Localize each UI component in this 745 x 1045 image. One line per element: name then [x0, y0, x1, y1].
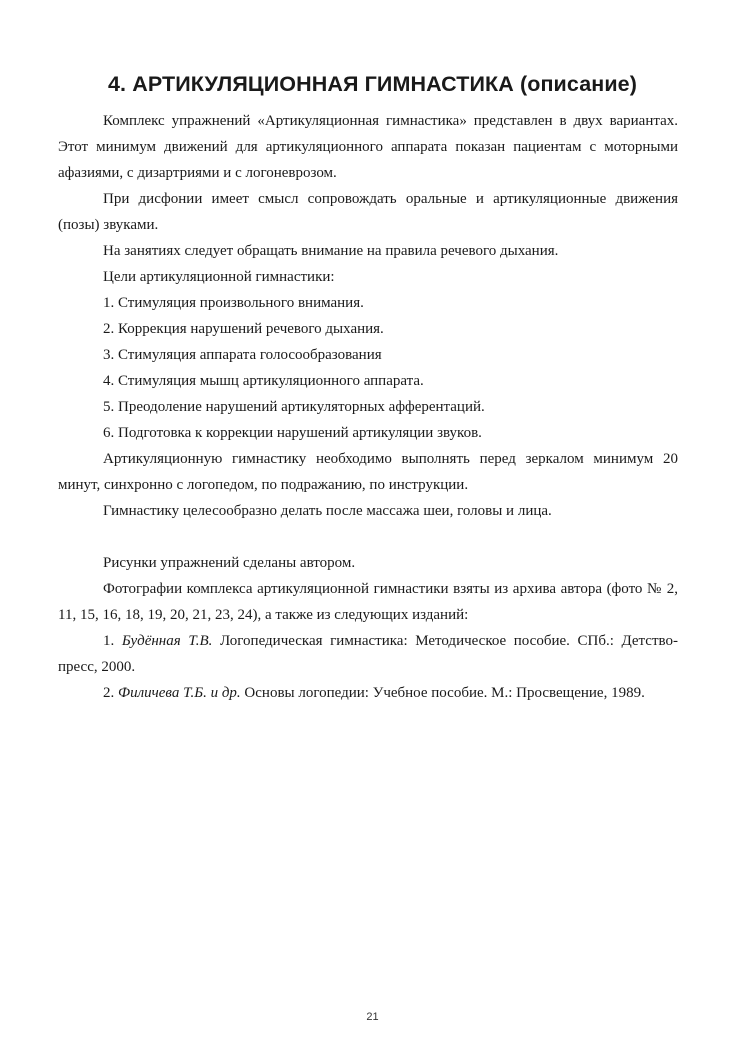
- reference-author: Филичева Т.Б. и др.: [118, 685, 241, 701]
- list-item: 1. Стимуляция произвольного внимания.: [103, 295, 364, 311]
- reference-number: 2.: [103, 685, 115, 701]
- paragraph-breathing: На занятиях следует обращать внимание на правила речевого дыхания.: [103, 243, 559, 259]
- paragraph-massage: Гимнастику целесообразно делать после массажа шеи, головы и лица.: [103, 503, 552, 519]
- spacer: [58, 524, 678, 550]
- document-body: [58, 108, 678, 706]
- reference-author: Будённая Т.В.: [121, 633, 213, 649]
- references-list: [58, 628, 678, 706]
- paragraph-mirror: Артикуляционную гимнастику необходимо выполнять перед зеркалом минимум 20 минут, синхронно с логопедом, по подражанию, по инструкции.: [58, 451, 678, 493]
- list-item: 5. Преодоление нарушений артикуляторных афферентаций.: [103, 399, 485, 415]
- page-number: 21: [366, 1011, 379, 1023]
- list-item: 4. Стимуляция мышц артикуляционного аппарата.: [103, 373, 424, 389]
- page-title: 4. АРТИКУЛЯЦИОННАЯ ГИМНАСТИКА (описание): [108, 72, 637, 96]
- paragraph-photos: Фотографии комплекса артикуляционной гимнастики взяты из архива автора (фото № 2, 11, 15, 16, 18, 19, 20, 21, 23, 24), а также из следующих изданий:: [58, 581, 678, 623]
- list-item: 6. Подготовка к коррекции нарушений артикуляции звуков.: [103, 425, 482, 441]
- reference-item: [58, 680, 678, 706]
- reference-details: Основы логопедии: Учебное пособие. М.: Просвещение, 1989.: [244, 685, 645, 701]
- reference-details: Логопедическая гимнастика: Методическое пособие. СПб.: Детство-пресс, 2000.: [58, 633, 678, 675]
- list-item: 3. Стимуляция аппарата голосообразования: [103, 347, 382, 363]
- reference-item: [58, 628, 678, 680]
- paragraph-drawings: Рисунки упражнений сделаны автором.: [103, 555, 356, 571]
- paragraph-intro: Комплекс упражнений «Артикуляционная гимнастика» представлен в двух вариантах. Этот минимум движений для артикуляционного аппарата показан пациентам с моторными афазиями, с дизартриями и с логоневрозом.: [58, 113, 678, 181]
- paragraph-dysphonia: При дисфонии имеет смысл сопровождать оральные и артикуляционные движения (позы) звуками.: [58, 191, 678, 233]
- goals-heading: Цели артикуляционной гимнастики:: [103, 269, 335, 285]
- goals-list: [58, 290, 678, 446]
- reference-number: 1.: [103, 633, 115, 649]
- list-item: 2. Коррекция нарушений речевого дыхания.: [103, 321, 384, 337]
